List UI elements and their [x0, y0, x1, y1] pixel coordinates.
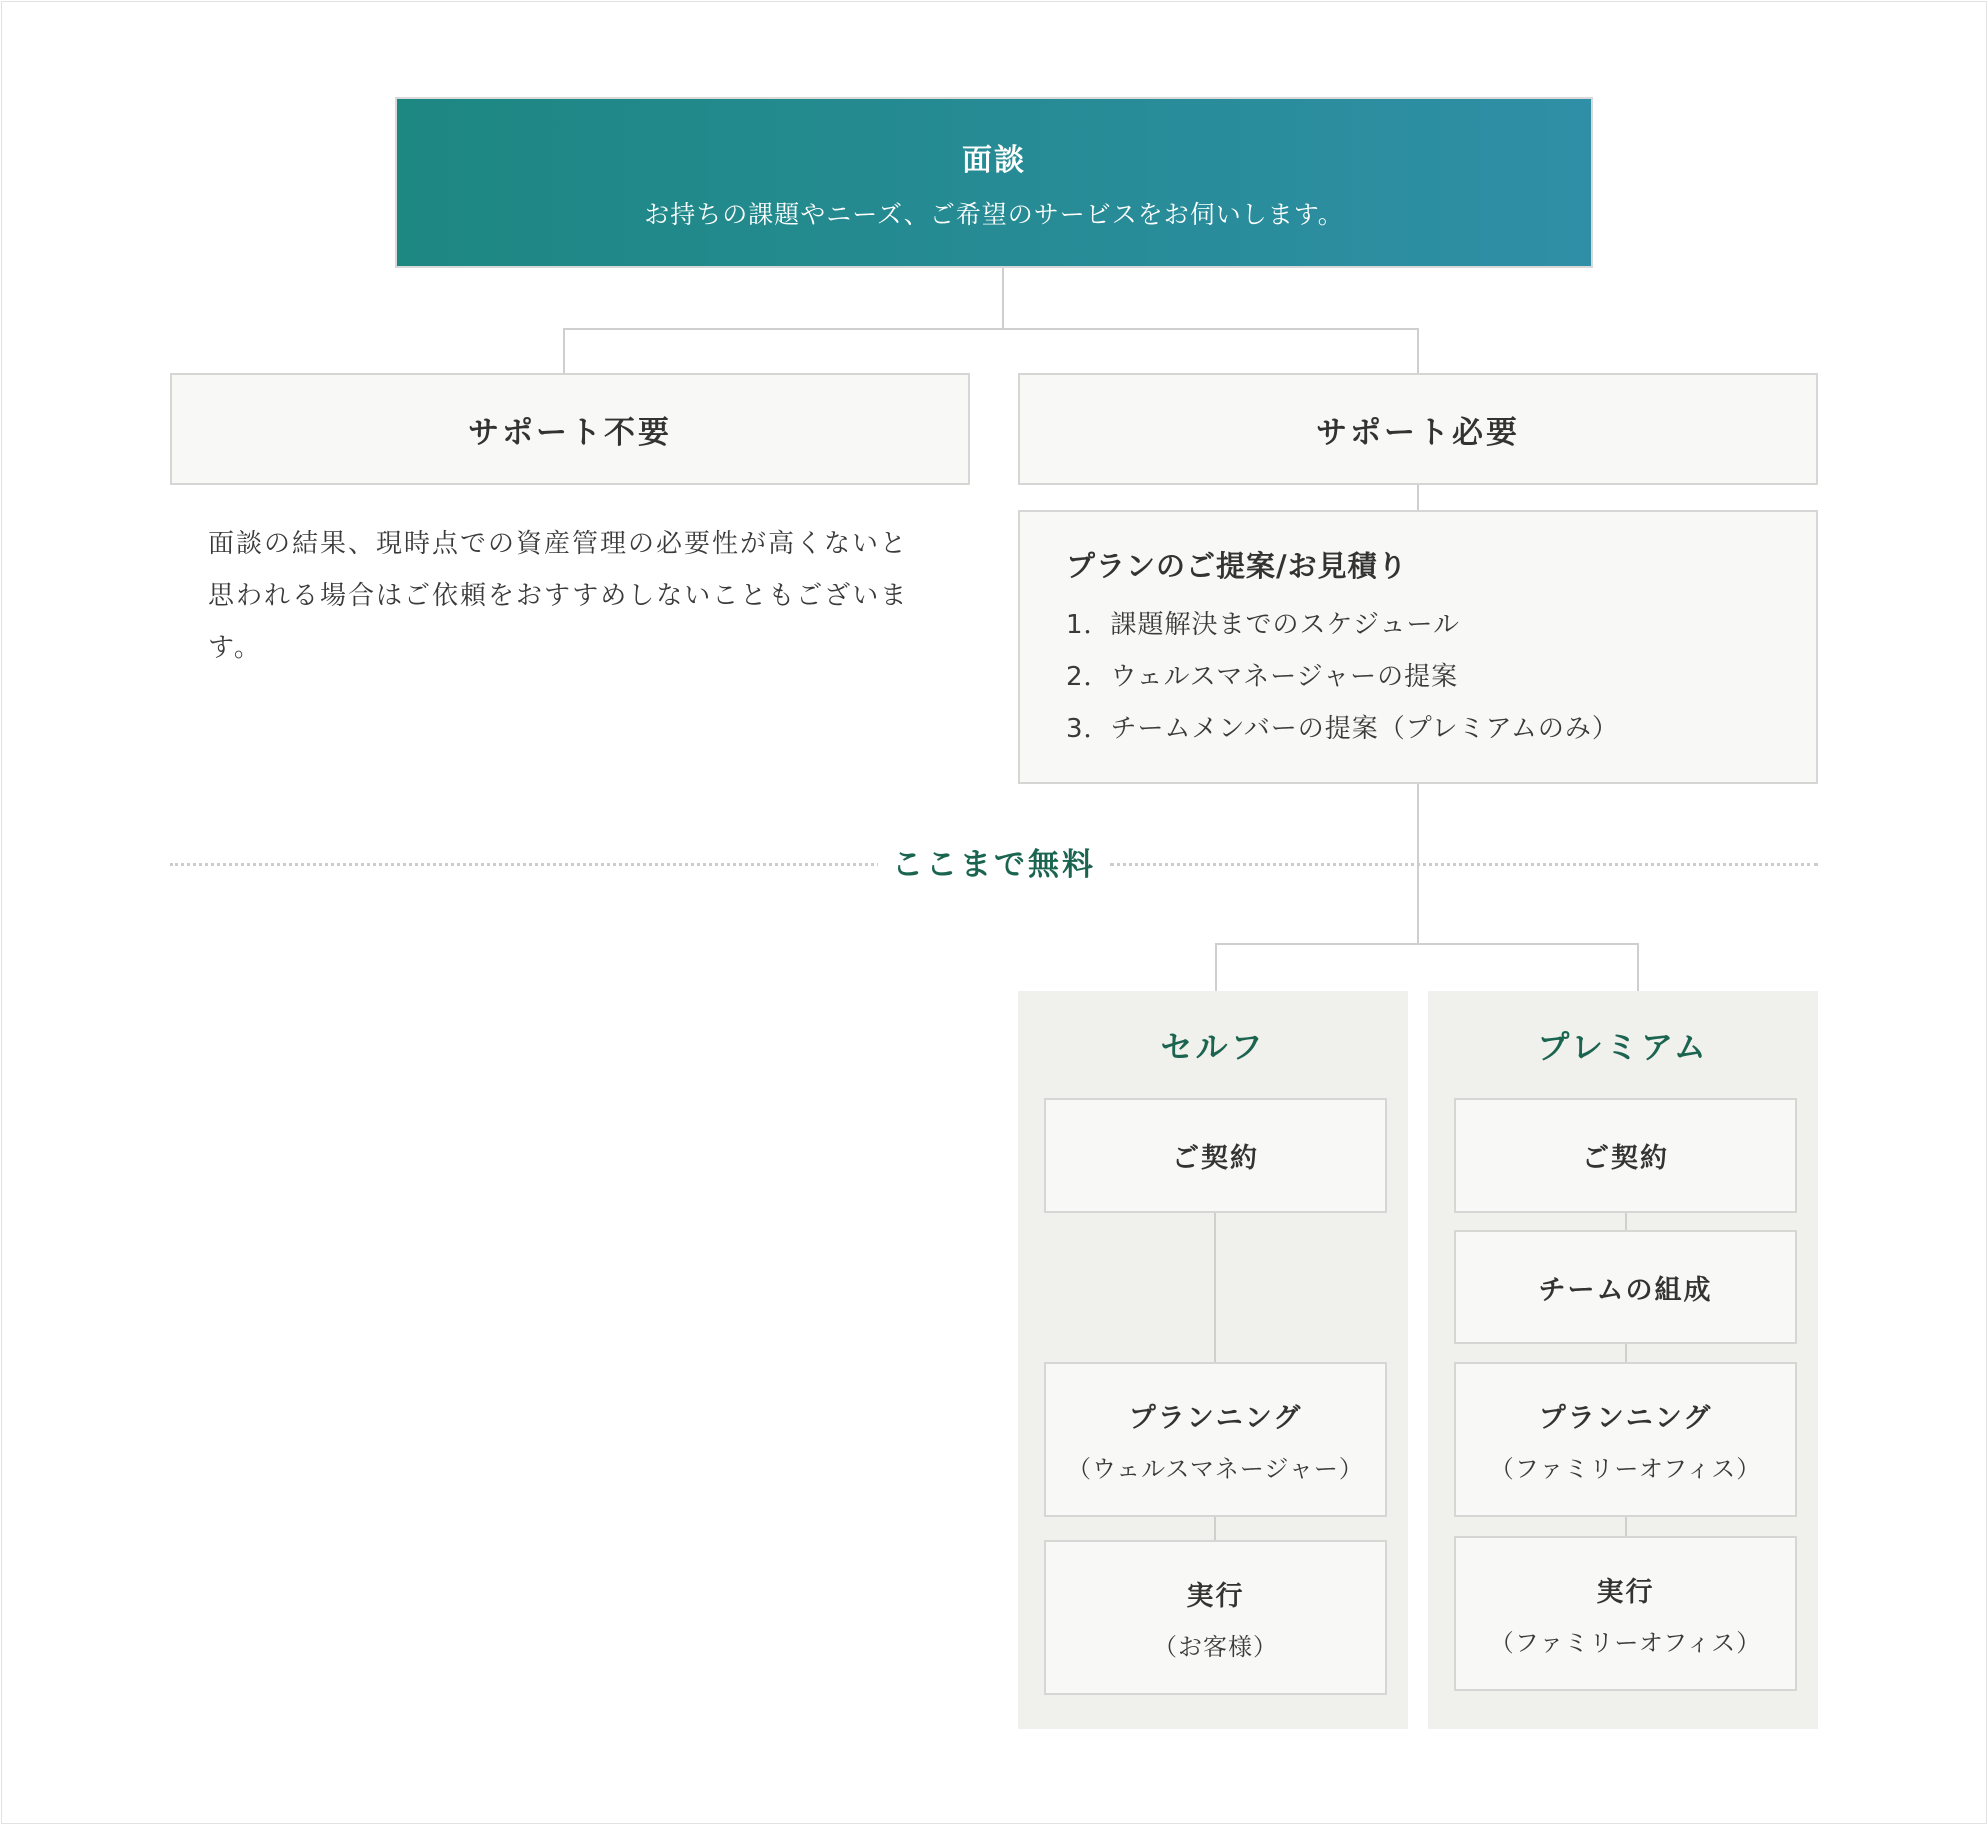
- premium-contract-label: ご契約: [1582, 1143, 1669, 1174]
- self-title-text: セルフ: [1160, 1028, 1266, 1066]
- connector-top-horizontal: [563, 328, 1419, 330]
- free-divider: [170, 845, 1818, 885]
- premium-title: プレミアム: [1537, 1028, 1709, 1066]
- premium-team-box: [1454, 1230, 1797, 1344]
- premium-contract-box: [1454, 1098, 1797, 1213]
- premium-execution-sub: （ファミリーオフィス）: [1489, 1628, 1762, 1657]
- self-execution-label: 実行: [1186, 1580, 1245, 1612]
- plan-item: 1．課題解決までのスケジュール: [1066, 610, 1460, 640]
- support-label: サポート必要: [1316, 414, 1520, 451]
- connector-support-to-plan: [1417, 485, 1419, 510]
- premium-planning-sub: （ファミリーオフィス）: [1489, 1454, 1762, 1483]
- premium-planning-box: [1454, 1362, 1797, 1517]
- interview-subtitle: お持ちの課題やニーズ、ご希望のサービスをお伺いします。: [644, 199, 1344, 229]
- connector-to-no-support: [563, 328, 565, 373]
- self-execution-box: [1044, 1540, 1387, 1695]
- no-support-description: 面談の結果、現時点での資産管理の必要性が高くないと思われる場合はご依頼をおすすめしないこともございます。: [208, 529, 909, 663]
- self-execution-sub: （お客様）: [1153, 1632, 1278, 1661]
- self-planning-sub: （ウェルスマネージャー）: [1067, 1454, 1364, 1483]
- plan-item: 3．チームメンバーの提案（プレミアムのみ）: [1066, 714, 1619, 744]
- self-planning-box: [1044, 1362, 1387, 1517]
- self-contract-box: [1044, 1098, 1387, 1213]
- connector-premium-contract-team: [1625, 1213, 1627, 1230]
- no-support-label: サポート不要: [468, 414, 672, 451]
- plan-title: プランのご提案/お見積り: [1066, 549, 1408, 583]
- no-support-box: [170, 373, 970, 485]
- interview-box: [395, 97, 1593, 268]
- premium-execution-box: [1454, 1536, 1797, 1691]
- interview-title: 面談: [962, 142, 1026, 178]
- connector-to-self: [1215, 943, 1217, 991]
- premium-execution-label: 実行: [1596, 1576, 1655, 1608]
- premium-team-label: チームの組成: [1538, 1274, 1713, 1306]
- self-planning-label: プランニング: [1128, 1402, 1303, 1434]
- connector-to-premium: [1637, 943, 1639, 991]
- connector-to-support: [1417, 328, 1419, 373]
- support-box: [1018, 373, 1818, 485]
- plan-item: 2．ウェルスマネージャーの提案: [1066, 662, 1459, 692]
- connector-self-contract-planning: [1214, 1213, 1216, 1363]
- connector-self-planning-execution: [1214, 1517, 1216, 1540]
- connector-premium-planning-execution: [1625, 1517, 1627, 1536]
- connector-top-stem: [1002, 268, 1004, 330]
- connector-split-horizontal: [1215, 943, 1639, 945]
- plan-proposal-box: [1018, 510, 1818, 784]
- self-contract-label: ご契約: [1172, 1143, 1259, 1174]
- premium-planning-label: プランニング: [1538, 1402, 1713, 1434]
- free-divider-label: ここまで無料: [878, 847, 1110, 883]
- connector-premium-team-planning: [1625, 1344, 1627, 1362]
